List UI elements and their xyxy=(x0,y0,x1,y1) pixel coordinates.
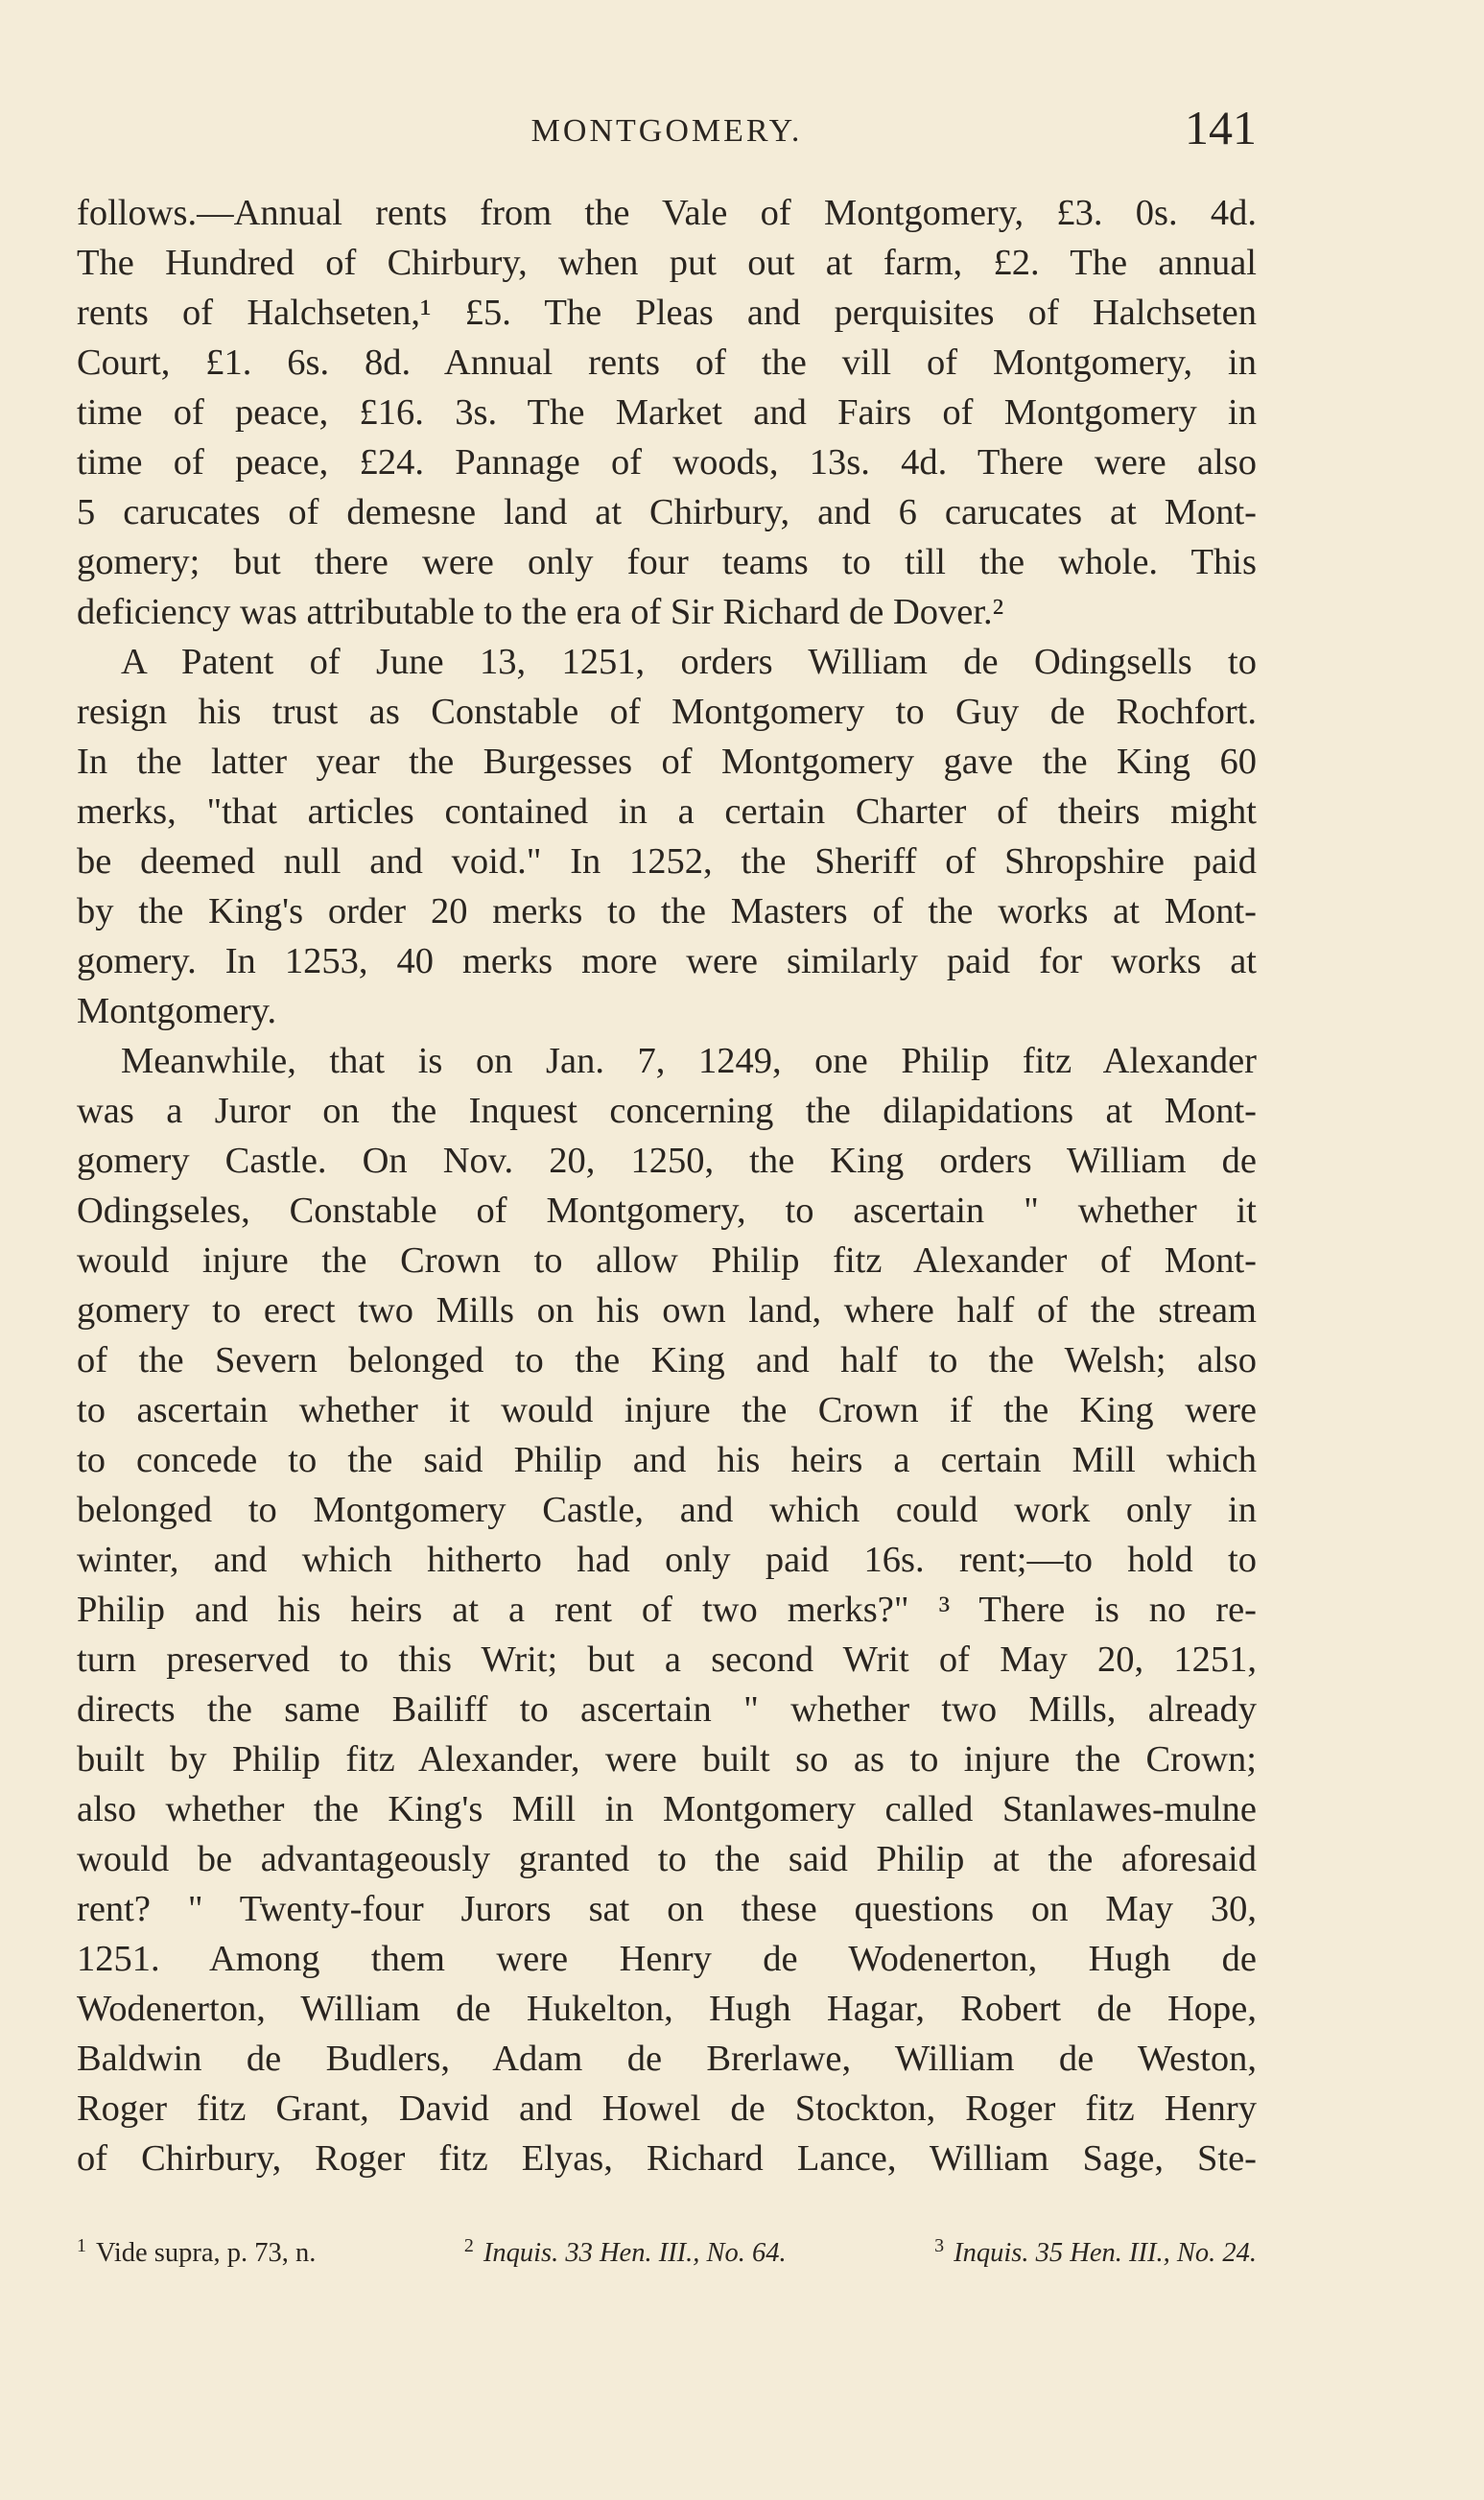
footnote xyxy=(934,2235,1257,2272)
text-line: to ascertain whether it would injure the Crown if the King were xyxy=(77,1390,1257,1430)
text-line: Philip and his heirs at a rent of two merks?" ³ There is no re- xyxy=(77,1590,1257,1630)
text-line: directs the same Bailiff to ascertain " whether two Mills, already xyxy=(77,1689,1257,1730)
body-text xyxy=(77,188,1257,2183)
text-line: belonged to Montgomery Castle, and which could work only in xyxy=(77,1490,1257,1530)
footnote-number: 3 xyxy=(934,2234,945,2256)
text-line: Montgomery. xyxy=(77,991,277,1031)
text-line: follows.—Annual rents from the Vale of Montgomery, £3. 0s. 4d. xyxy=(77,193,1257,233)
text-line: gomery Castle. On Nov. 20, 1250, the King orders William de xyxy=(77,1141,1257,1181)
text-line: Roger fitz Grant, David and Howel de Stockton, Roger fitz Henry xyxy=(77,2088,1257,2129)
text-line: built by Philip fitz Alexander, were built so as to injure the Crown; xyxy=(77,1739,1257,1780)
text-line: The Hundred of Chirbury, when put out at farm, £2. The annual xyxy=(77,243,1257,283)
text-line: Meanwhile, that is on Jan. 7, 1249, one Philip fitz Alexander xyxy=(121,1041,1257,1081)
text-line: be deemed null and void." In 1252, the Sheriff of Shropshire paid xyxy=(77,841,1257,882)
running-head: MONTGOMERY. xyxy=(530,113,803,149)
text-line: of the Severn belonged to the King and half to the Welsh; also xyxy=(77,1340,1257,1380)
footnote xyxy=(464,2235,787,2272)
text-line: gomery to erect two Mills on his own land, where half of the stream xyxy=(77,1290,1257,1331)
page-number: 141 xyxy=(1185,101,1257,154)
text-line: also whether the King's Mill in Montgomery called Stanlawes-mulne xyxy=(77,1789,1257,1829)
text-line: gomery; but there were only four teams to till the whole. This xyxy=(77,542,1257,582)
text-line: 5 carucates of demesne land at Chirbury, and 6 carucates at Mont- xyxy=(77,492,1257,532)
text-line: rents of Halchseten,¹ £5. The Pleas and perquisites of Halchseten xyxy=(77,293,1257,333)
text-line: was a Juror on the Inquest concerning the dilapidations at Mont- xyxy=(77,1091,1257,1131)
text-line: of Chirbury, Roger fitz Elyas, Richard Lance, William Sage, Ste- xyxy=(77,2138,1257,2179)
text-line: time of peace, £24. Pannage of woods, 13s. 4d. There were also xyxy=(77,442,1257,483)
footnote-number: 1 xyxy=(77,2234,86,2256)
text-line: gomery. In 1253, 40 merks more were similarly paid for works at xyxy=(77,941,1257,981)
text-line: by the King's order 20 merks to the Masters of the works at Mont- xyxy=(77,891,1257,932)
footnote-text: Inquis. 35 Hen. III., No. 24. xyxy=(954,2238,1257,2268)
footnote-text: Vide supra, p. 73, n. xyxy=(95,2238,317,2268)
text-line: to concede to the said Philip and his heirs a certain Mill which xyxy=(77,1440,1257,1480)
text-line: 1251. Among them were Henry de Wodenerton, Hugh de xyxy=(77,1939,1257,1979)
text-line: would injure the Crown to allow Philip fitz Alexander of Mont- xyxy=(77,1240,1257,1281)
footnote xyxy=(77,2235,316,2272)
page-header xyxy=(77,96,1257,153)
text-line: A Patent of June 13, 1251, orders William de Odingsells to xyxy=(121,642,1257,682)
text-line: Baldwin de Budlers, Adam de Brerlawe, William de Weston, xyxy=(77,2039,1257,2079)
footnote-number: 2 xyxy=(463,2234,474,2256)
text-line: In the latter year the Burgesses of Montgomery gave the King 60 xyxy=(77,742,1257,782)
text-line: resign his trust as Constable of Montgomery to Guy de Rochfort. xyxy=(77,692,1257,732)
footnotes xyxy=(77,2235,1257,2272)
text-line: Odingseles, Constable of Montgomery, to ascertain " whether it xyxy=(77,1191,1257,1231)
text-line: Court, £1. 6s. 8d. Annual rents of the vill of Montgomery, in xyxy=(77,342,1257,383)
footnote-text: Inquis. 33 Hen. III., No. 64. xyxy=(483,2238,787,2268)
text-line: Wodenerton, William de Hukelton, Hugh Hagar, Robert de Hope, xyxy=(77,1989,1257,2029)
text-line: turn preserved to this Writ; but a second Writ of May 20, 1251, xyxy=(77,1639,1257,1680)
text-line: would be advantageously granted to the said Philip at the aforesaid xyxy=(77,1839,1257,1879)
text-line: merks, "that articles contained in a certain Charter of theirs might xyxy=(77,791,1257,832)
text-line: rent? " Twenty-four Jurors sat on these questions on May 30, xyxy=(77,1889,1257,1929)
text-line: winter, and which hitherto had only paid 16s. rent;—to hold to xyxy=(77,1540,1257,1580)
text-line: deficiency was attributable to the era of Sir Richard de Dover.² xyxy=(77,592,1004,632)
text-line: time of peace, £16. 3s. The Market and Fairs of Montgomery in xyxy=(77,392,1257,433)
